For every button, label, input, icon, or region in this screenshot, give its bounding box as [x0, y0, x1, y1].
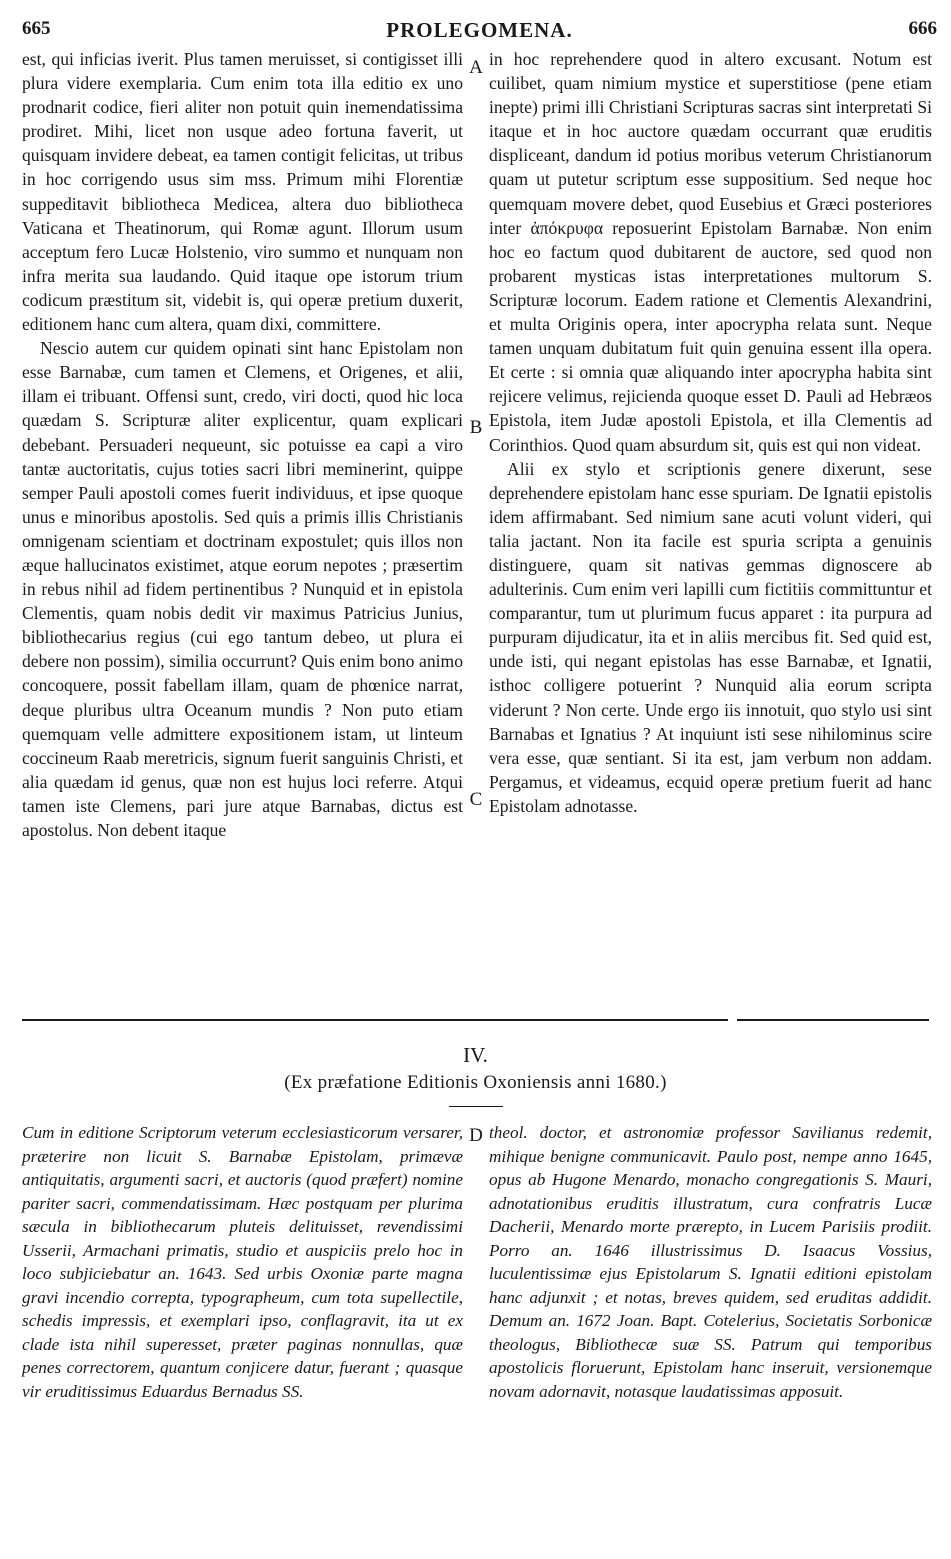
top-left-column — [22, 47, 463, 842]
section-rule-left — [22, 1019, 728, 1021]
bottom-left-column — [22, 1121, 463, 1403]
left-page-number: 665 — [22, 18, 51, 39]
section-short-rule — [449, 1106, 503, 1107]
bottom-right-column — [489, 1121, 932, 1403]
margin-marker-c: C — [469, 789, 483, 810]
top-left-paragraph-2: Nescio autem cur quidem opinati sint hanc Epistolam non esse Barnabæ, cum tamen et Clemens, et Origenes, et alii, illam ei tribuant. Offensi sunt, credo, viri docti, quod hic loca quædam S. Scripturæ aliter explicentur, quam explicari debebant. Persuaderi nequeunt, sic potuisse ea capi a viro tantæ auctoritatis, cujus toties sacri libri meminerint, quippe semper Pauli apostoli comes fuerit individuus, et ipse quoque unus e minoribus apostolis. Sed quis a primis illis Christianis omnigenam scientiam et doctrinam expostulet; quis illos non æque hallucinatos existimet, atque eorum nepotes ; præsertim in rebus nihil ad fidem pertinentibus ? Nunquid et in epistola Clementis, quam nobis dedit vir maximus Patricius Junius, bibliothecarius regius (cui ego tantum debeo, ut plura ei debere non possim), similia occurrunt? Quis enim bono animo concoquere, possit fabellam illam, quam de phœnice narrat, deque pluribus ultra Oceanum mundis ? Non puto etiam quemquam velle admittere expositionem istam, ut linteum coccineum Raab meretricis, signum fuerit sanguinis Christi, et alia quædam id genus, quæ non est hujus loci referre. Atqui tamen iste Clemens, pari jure atque Barnabas, dictus est apostolus. Non debent itaque — [22, 338, 463, 840]
top-right-column — [489, 47, 932, 818]
top-right-paragraph-2: Alii ex stylo et scriptionis genere dixerunt, sese deprehendere epistolam hanc esse spuriam. De Ignatii epistolis idem affirmabant. Sed nimium sane acuti volunt videri, qui talia jactant. Non ita facile est spuria scripta a genuinis distinguere, quam sit nativas gemmas dignoscere ab adulterinis. Cum enim veri lapilli cum fictitiis committuntur et comparantur, tum ut plurimum fucus apparet : ita purpura ad purpuram dijudicatur, ita et in aliis mercibus fit. Sed quid est, unde isti, qui negant epistolas has esse Barnabæ, et Ignatii, isthoc colligere potuerint ? Nunquid alia eorum scripta viderunt ? Non certe. Unde ergo iis innotuit, quo stylo usi sint Barnabas et Ignatius ? At inquiunt isti sese nihilominus scire vera esse, quæ sentiant. Si ita est, jam verbum non addam. Pergamus, et videamus, ecquid operæ pretium fuerit ad hanc Epistolam adnotasse. — [489, 458, 932, 816]
margin-marker-a: A — [469, 57, 483, 78]
running-header — [22, 18, 937, 46]
section-number: IV. — [463, 1043, 488, 1067]
running-title: PROLEGOMENA. — [386, 18, 573, 42]
margin-marker-b: B — [469, 417, 483, 438]
section-subtitle: (Ex præfatione Editionis Oxoniensis anni 1680.) — [284, 1072, 667, 1093]
right-page-number: 666 — [908, 18, 937, 39]
bottom-right-paragraph: theol. doctor, et astronomiæ professor Savilianus redemit, mihique benigne communicavit. Paulo post, nempe anno 1645, opus ab Hugone Menardo, monacho congregationis S. Mauri, adnotationibus eruditis illustratum, cura confratris Lucæ Dacherii, Menardo morte prærepto, in Lucem Parisiis prodiit. Porro an. 1646 illustrissimus D. Isaacus Vossius, luculentissimæ ejus Epistolarum S. Ignatii editioni epistolam hanc adjunxit ; et notas, breves quidem, sed eruditas addidit. Demum an. 1672 Joan. Bapt. Cotelerius, Societatis Sorbonicæ theologus, Bibliothecæ suæ SS. Patrum qui temporibus apostolicis floruerunt, Epistolam hanc inseruit, versionemque novam adornavit, notasque laudatissimas apposuit. — [489, 1123, 932, 1401]
bottom-left-paragraph: Cum in editione Scriptorum veterum ecclesiasticorum versarer, præterire non licuit S. Barnabæ Epistolam, primævæ antiquitatis, argumenti sacri, et auctoris (quod præfert) nomine pariter sacri, commendatissimam. Hæc postquam per plurima sæcula in bibliothecarum pluteis delituisset, revendissimi Usserii, Armachani primatis, studio et auspiciis prelo hoc in loco subjiciebatur an. 1643. Sed urbis Oxoniæ parte magna gravi incendio correpta, typographeum, cum tota supellectile, schedis impressis, et exemplari ipso, conflagravit, ita ut ex clade ista nihil superesset, præter paginas nonnullas, quæ penes correctorem, quantum conjicere datur, fuerant ; quasque vir eruditissimus Eduardus Bernadus SS. — [22, 1123, 463, 1401]
section-rule-right — [737, 1019, 929, 1021]
top-right-paragraph-1: in hoc reprehendere quod in altero excusant. Notum est cuilibet, quam nimium mystice et superstitiose (pene etiam inepte) primi illi Christiani Scripturas sacras sint interpretati Si itaque et in hoc auctore quædam occurrant quæ eruditis displiceant, dandum id potius moribus veterum Christianorum quam ut putetur scriptum esse suppositium. Sed neque hoc quemquam movere debet, quod Eusebius et Græci posteriores inter ἀπόκρυφα reposuerint Epistolam Barnabæ. Non enim hoc eo factum quod dubitarent de auctore, sed quod non probarent mysticas istas interpretationes multorum S. Scripturæ locorum. Eadem ratione et Clementis Alexandrini, et multa Originis opera, inter apocrypha relata sunt. Neque tamen unquam dubitatum fuit quin genuina essent illa opera. Et certe : si omnia quæ aliquando inter apocrypha habita sint rejicere velimus, rejicienda quoque esset D. Pauli ad Hebræos Epistola, item Judæ apostoli Epistola, et illa Clementis ad Corinthios. Quod quam absurdum sit, quis est qui non videat. — [489, 49, 932, 455]
margin-marker-d: D — [469, 1125, 483, 1146]
top-left-paragraph-1: est, qui inficias iverit. Plus tamen meruisset, si contigisset illi plura videre exemplaria. Cum enim tota illa editio ex uno prodnarit codice, fieri aliter non potuit quin inemendatissima prodiret. Mihi, licet non usque adeo fortuna faverit, ut quisquam invidere debeat, ea tamen contigit felicitas, ut tribus in hoc corrigendo usus sim mss. Primum mihi Florentiæ suppeditavit bibliotheca Medicea, altera duo bibliotheca Vaticana et Theatinorum, qui Romæ agunt. Illorum usum acceptum fero Lucæ Holstenio, viro summo et nunquam non infra merita sua laudando. Quid itaque ope istorum trium codicum præstitum sit, videbit is, qui operæ pretium duxerit, editionem hanc cum altera, quam dixi, committere. — [22, 49, 463, 335]
